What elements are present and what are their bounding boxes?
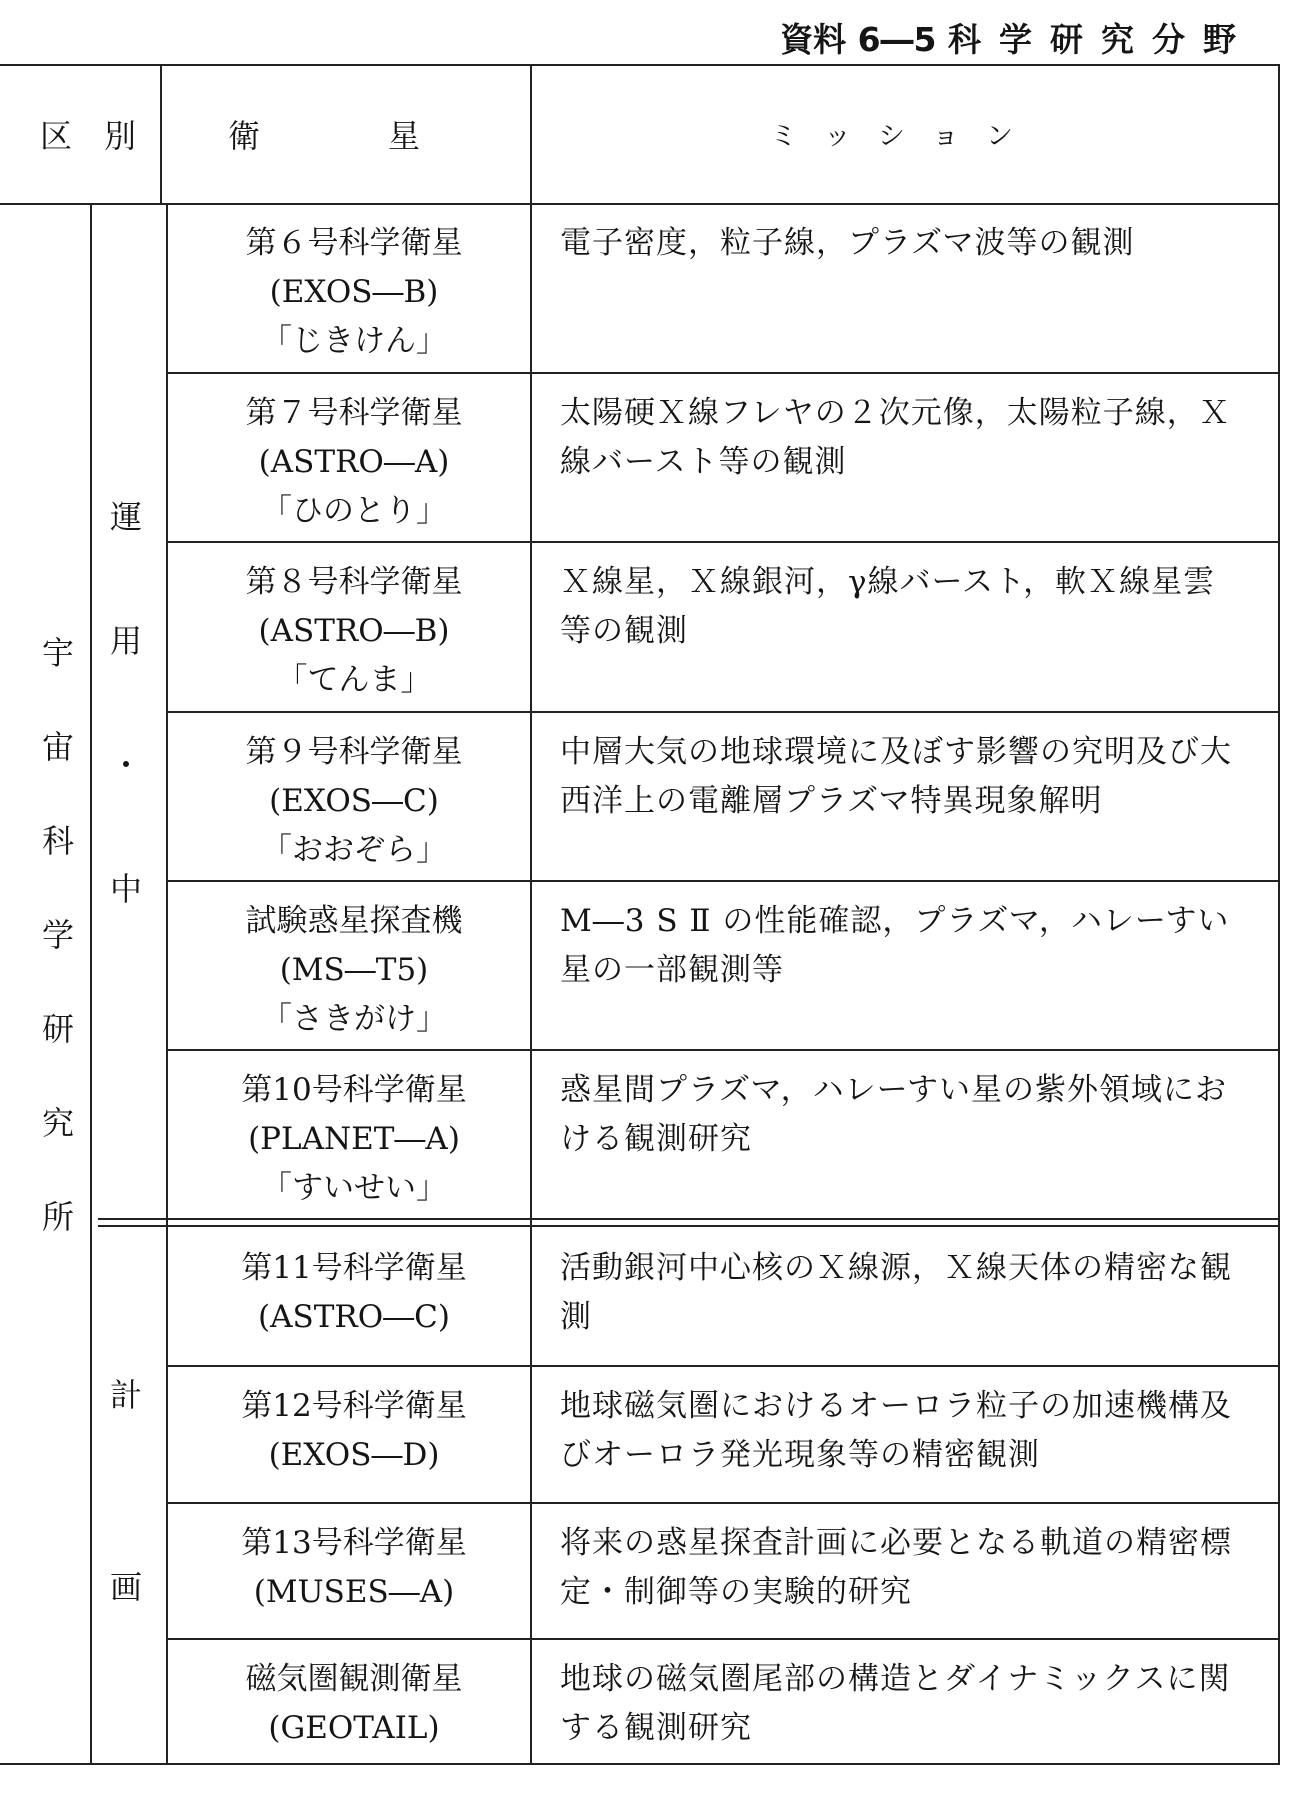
satellite-name: 第７号科学衛星 <box>245 395 463 431</box>
table-row-satellite <box>170 1050 538 1213</box>
satellite-name: 第12号科学衛星 <box>241 1388 467 1424</box>
header-satellite: 衛 星 <box>228 116 421 155</box>
header-category: 区 別 <box>40 116 137 155</box>
satellite-name: 第13号科学衛星 <box>241 1525 467 1561</box>
satellite-name: 第８号科学衛星 <box>245 564 463 600</box>
table-row-mission <box>560 1639 1260 1753</box>
satellite-code: (EXOS―D) <box>268 1437 440 1473</box>
mission-line: する観測研究 <box>560 1710 752 1746</box>
satellite-name: 第６号科学衛星 <box>245 225 463 261</box>
satellite-nickname: 「ひのとり」 <box>261 493 447 529</box>
satellite-code: (PLANET―A) <box>248 1121 460 1157</box>
table-row-mission <box>560 542 1260 656</box>
table-row-mission <box>560 1050 1260 1164</box>
mission-line: 惑星間プラズマ，ハレーすい星の紫外領域にお <box>560 1072 1228 1108</box>
satellite-nickname: 「おおぞら」 <box>261 832 447 868</box>
col-divider-org <box>90 203 92 1764</box>
table-row-mission <box>560 203 1260 268</box>
table-row-mission <box>560 1366 1260 1480</box>
col-right-edge <box>1278 64 1280 1764</box>
page-title <box>780 14 1254 61</box>
table-row-satellite <box>170 881 538 1044</box>
group-planned-label <box>105 1378 148 1762</box>
title-prefix: 資料 6―5 <box>780 20 937 59</box>
table-row-satellite <box>170 1228 538 1342</box>
col-divider-group <box>166 203 168 1764</box>
table-row-mission <box>560 1228 1260 1342</box>
satellite-code: (ASTRO―A) <box>258 444 450 480</box>
table-row-satellite <box>170 373 538 536</box>
satellite-nickname: 「じきけん」 <box>261 323 447 359</box>
table-row-mission <box>560 712 1260 826</box>
satellite-nickname: 「すいせい」 <box>261 1170 447 1206</box>
satellite-name: 第10号科学衛星 <box>241 1072 467 1108</box>
group-separator-1 <box>98 1218 1278 1220</box>
table-row-satellite <box>170 1503 538 1617</box>
group-planned-text: 計画 <box>105 1378 143 1762</box>
col-divider-category <box>160 64 162 205</box>
satellite-name: 磁気圏観測衛星 <box>245 1661 463 1697</box>
title-main: 科学研究分野 <box>948 20 1254 59</box>
mission-line: M―3 S Ⅱ の性能確認，プラズマ，ハレーすい <box>560 903 1230 939</box>
satellite-name: 第11号科学衛星 <box>241 1250 467 1286</box>
satellite-code: (ASTRO―B) <box>258 613 450 649</box>
mission-line: 定・制御等の実験的研究 <box>560 1574 912 1610</box>
table-row-mission <box>560 373 1260 487</box>
satellite-nickname: 「てんま」 <box>276 662 432 698</box>
table-row-mission <box>560 881 1260 995</box>
mission-line: 中層大気の地球環境に及ぼす影響の究明及び大 <box>560 734 1232 770</box>
satellite-nickname: 「さきがけ」 <box>261 1001 447 1037</box>
organization-text: 宇宙科学研究所 <box>37 636 75 1294</box>
mission-line: 電子密度，粒子線，プラズマ波等の観測 <box>560 225 1135 261</box>
table-row-satellite <box>170 712 538 875</box>
table-row-satellite <box>170 1639 538 1753</box>
satellite-code: (MUSES―A) <box>253 1574 455 1610</box>
table-row-satellite <box>170 1366 538 1480</box>
organization-label <box>37 636 80 1294</box>
mission-line: 線バースト等の観測 <box>560 444 847 480</box>
mission-line: びオーロラ発光現象等の精密観測 <box>560 1437 1040 1473</box>
mission-line: 測 <box>560 1299 592 1335</box>
group-operating-label <box>105 500 148 996</box>
satellite-code: (EXOS―C) <box>269 783 439 819</box>
group-operating-text: 運用・中 <box>105 500 143 996</box>
table-row-satellite <box>170 542 538 705</box>
mission-line: 太陽硬Ｘ線フレヤの２次元像，太陽粒子線，Ｘ <box>560 395 1231 431</box>
mission-line: 西洋上の電離層プラズマ特異現象解明 <box>560 783 1103 819</box>
satellite-name: 試験惑星探査機 <box>245 903 463 939</box>
table-top-rule <box>0 64 1280 66</box>
header-mission: ミ ッ シ ョ ン <box>770 121 1013 152</box>
mission-line: Ｘ線星，Ｘ線銀河，γ線バースト，軟Ｘ線星雲 <box>560 564 1216 600</box>
satellite-code: (MS―T5) <box>279 952 429 988</box>
satellite-name: 第９号科学衛星 <box>245 734 463 770</box>
mission-line: 将来の惑星探査計画に必要となる軌道の精密標 <box>560 1525 1232 1561</box>
mission-line: 等の観測 <box>560 613 688 649</box>
mission-line: 活動銀河中心核のＸ線源，Ｘ線天体の精密な観 <box>560 1250 1232 1286</box>
mission-line: 地球磁気圏におけるオーロラ粒子の加速機構及 <box>560 1388 1232 1424</box>
table-row-mission <box>560 1503 1260 1617</box>
mission-line: 地球の磁気圏尾部の構造とダイナミックスに関 <box>560 1661 1231 1697</box>
satellite-code: (ASTRO―C) <box>258 1299 450 1335</box>
group-separator-2 <box>98 1225 1278 1227</box>
table-bottom-rule <box>0 1763 1280 1765</box>
mission-line: 星の一部観測等 <box>560 952 784 988</box>
table-row-satellite <box>170 203 538 366</box>
mission-line: ける観測研究 <box>560 1121 752 1157</box>
satellite-code: (GEOTAIL) <box>268 1710 440 1746</box>
satellite-code: (EXOS―B) <box>269 274 439 310</box>
